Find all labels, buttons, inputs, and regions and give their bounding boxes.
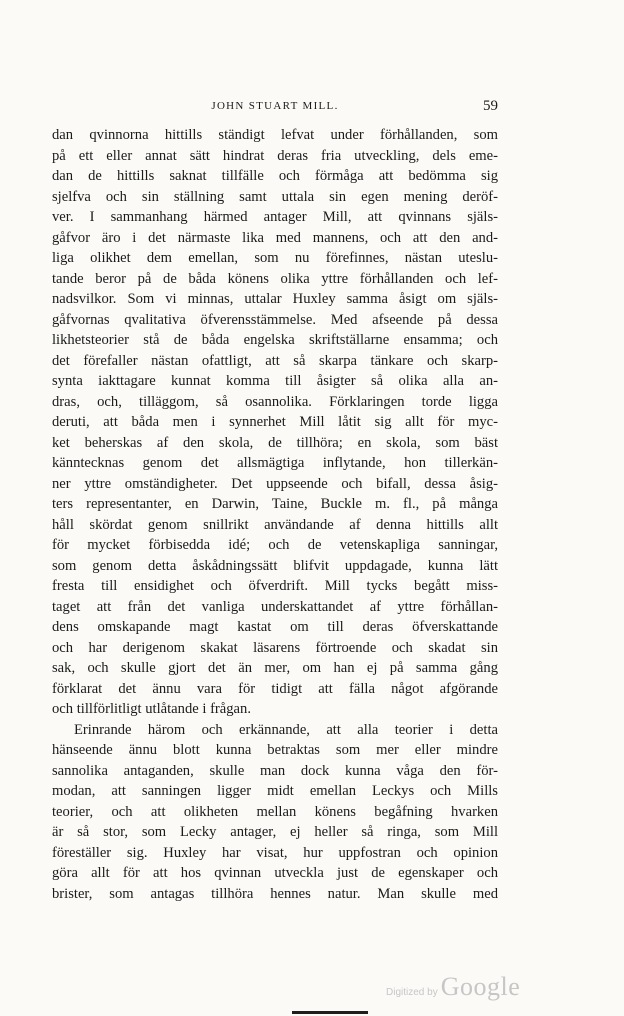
running-head: JOHN STUART MILL.: [211, 100, 339, 112]
text-line: liga olikhet dem emellan, som nu förefinnes, nästan uteslu-: [52, 250, 498, 266]
text-line: sak, och skulle gjort det än mer, om han ej på samma gång: [52, 660, 498, 676]
text-line: och tillförlitligt utlåtande i frågan.: [52, 701, 251, 717]
text-line: känntecknas genom det allsmägtiga inflytande, hon tillerkän-: [52, 455, 498, 471]
text-line: dras, och, tilläggom, så osannolika. Förklaringen torde ligga: [52, 393, 498, 410]
digitized-watermark: [386, 972, 520, 1002]
text-line: modan, att sanningen ligger midt emellan Leckys och Mills: [52, 783, 498, 799]
text-line: förklarat det ännu vara för tidigt att fälla något afgörande: [52, 680, 498, 697]
text-line: för mycket förbisedda idé; och de vetenskapliga sanningar,: [52, 537, 498, 553]
text-line: sannolika antaganden, skulle man dock kunna våga den för-: [52, 762, 498, 779]
text-line: dens omskapande magt kastat om till deras öfverskattande: [52, 619, 498, 635]
text-line: som genom detta åskådningssätt blifvit uppdagade, kunna lätt: [52, 557, 498, 574]
watermark-prefix: Digitized by: [386, 987, 438, 998]
text-line: nadsvilkor. Som vi minnas, uttalar Huxley samma åsigt om själs-: [52, 291, 498, 307]
google-logo: Google: [440, 972, 521, 1001]
text-line: på ett eller annat sätt hindrat deras fria utveckling, dels eme-: [52, 147, 498, 164]
text-line: ner yttre omständigheter. Det uppseende och bifall, dessa åsig-: [52, 475, 498, 492]
text-line: gåfvornas qvalitativa öfverensstämmelse. Med afseende på dessa: [52, 311, 498, 328]
page-number: 59: [483, 98, 498, 114]
text-line: Erinrande härom och erkännande, att alla teorier i detta: [74, 721, 498, 738]
text-line: tande beror på de båda könens olika yttre förhållanden och lef-: [52, 270, 498, 287]
text-line: synta iakttagare kunnat komma till åsigter så olika alla an-: [52, 373, 498, 389]
text-line: teorier, och att olikheten mellan könens begåfning hvarken: [52, 803, 498, 820]
page-edge-mark: [292, 1011, 368, 1014]
text-line: dan qvinnorna hittills ständigt lefvat under förhållanden, som: [52, 127, 498, 143]
text-line: brister, som antagas tillhöra hennes natur. Man skulle med: [52, 885, 498, 902]
text-line: likhetsteorier stå de båda engelska skriftställarne ensamma; och: [52, 332, 498, 348]
text-line: det förefaller nästan ofattligt, att så skarpa tänkare och skarp-: [52, 352, 498, 369]
text-line: dan de hittills saknat tillfälle och förmåga att bedömma sig: [52, 168, 498, 184]
page-header: [52, 98, 498, 118]
text-line: hänseende ännu blott kunna betraktas som mer eller mindre: [52, 742, 498, 758]
text-line: ters representanter, en Darwin, Taine, Buckle m. fl., på många: [52, 496, 498, 512]
text-line: är så stor, som Lecky antager, ej heller så ringa, som Mill: [52, 824, 498, 840]
text-line: göra allt för att hos qvinnan utveckla just de egenskaper och: [52, 865, 498, 881]
text-line: föreställer sig. Huxley har visat, hur uppfostran och opinion: [52, 844, 498, 861]
text-line: ket beherskas af den skola, de tillhöra; en skola, som bäst: [52, 434, 498, 451]
body-text: [52, 125, 498, 904]
text-line: fresta till ensidighet och öfverdrift. Mill tycks begått miss-: [52, 578, 498, 594]
text-line: taget att från det vanliga underskattandet af yttre förhållan-: [52, 598, 498, 615]
text-line: och har derigenom skakat läsarens förtroende och skadat sin: [52, 639, 498, 656]
text-line: sjelfva och sin ställning samt uttala sin egen mening deröf-: [52, 188, 498, 205]
text-line: ver. I sammanhang härmed antager Mill, att qvinnans själs-: [52, 209, 498, 225]
text-line: deruti, att båda men i synnerhet Mill låtit sig allt för myc-: [52, 414, 498, 430]
text-line: gåfvor äro i det närmaste lika med mannens, och att den and-: [52, 229, 498, 246]
text-line: håll skördat genom snillrikt användande af denna hittills allt: [52, 516, 498, 533]
